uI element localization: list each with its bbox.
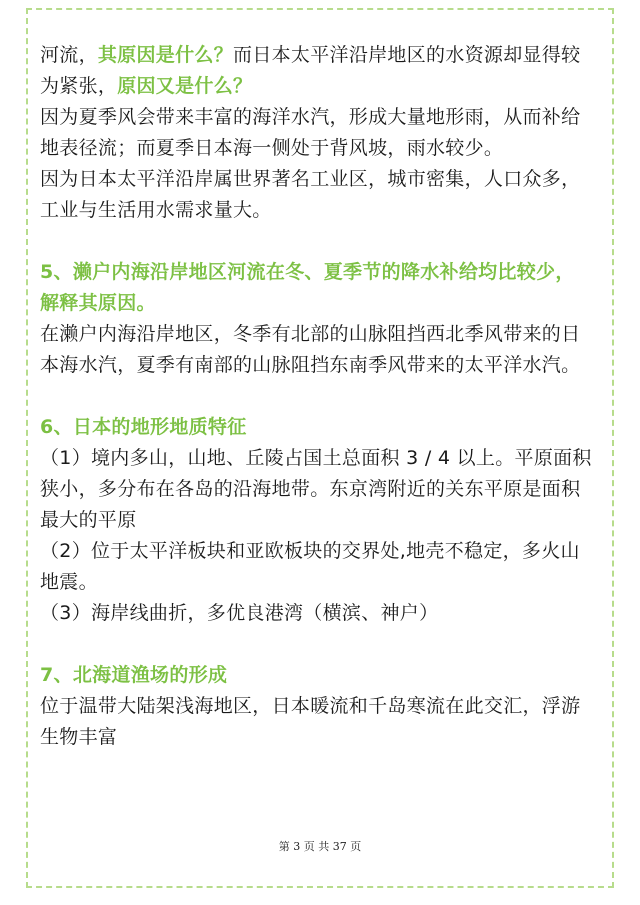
text-line — [40, 71, 608, 102]
text-line: 工业与生活用水需求量大。 — [40, 199, 272, 221]
text-line: 地震。 — [40, 571, 98, 593]
text-line: 本海水汽，夏季有南部的山脉阻挡东南季风带来的太平洋水汽。 — [40, 354, 581, 376]
text-line: （3）海岸线曲折，多优良港湾（横滨、神户） — [40, 602, 439, 624]
text-line: 生物丰富 — [40, 726, 118, 748]
section-heading: 解释其原因。 — [40, 292, 156, 314]
text-line: 最大的平原 — [40, 509, 137, 531]
text-line: （1）境内多山，山地、丘陵占国土总面积 3 / 4 以上。平原面积 — [40, 447, 592, 469]
highlight-question: 其原因是什么？ — [97, 44, 234, 66]
text-line: 地表径流；而夏季日本海一侧处于背风坡，雨水较少。 — [40, 137, 504, 159]
text-line: 在濑户内海沿岸地区，冬季有北部的山脉阻挡西北季风带来的日 — [40, 323, 581, 345]
text-run: 而日本太平洋沿岸地区的水资源却显得较 — [233, 44, 581, 66]
spacer — [40, 381, 608, 412]
section-heading: 5、濑户内海沿岸地区河流在冬、夏季节的降水补给均比较少， — [40, 261, 575, 283]
highlight-question: 原因又是什么？ — [117, 75, 253, 97]
text-line: 因为夏季风会带来丰富的海洋水汽，形成大量地形雨，从而补给 — [40, 106, 581, 128]
spacer — [40, 629, 608, 660]
text-line: 狭小，多分布在各岛的沿海地带。东京湾附近的关东平原是面积 — [40, 478, 581, 500]
text-run: 为紧张， — [40, 75, 118, 97]
text-line: 因为日本太平洋沿岸属世界著名工业区，城市密集，人口众多， — [40, 168, 581, 190]
text-line: 位于温带大陆架浅海地区，日本暖流和千岛寒流在此交汇，浮游 — [40, 695, 581, 717]
section-heading: 6、日本的地形地质特征 — [40, 416, 247, 438]
text-line — [40, 40, 608, 71]
text-line: （2）位于太平洋板块和亚欧板块的交界处,地壳不稳定，多火山 — [40, 540, 580, 562]
page-content — [40, 40, 608, 753]
spacer — [40, 226, 608, 257]
page-number: 第 3 页 共 37 页 — [278, 840, 362, 853]
section-heading: 7、北海道渔场的形成 — [40, 664, 228, 686]
text-run: 河流， — [40, 44, 98, 66]
